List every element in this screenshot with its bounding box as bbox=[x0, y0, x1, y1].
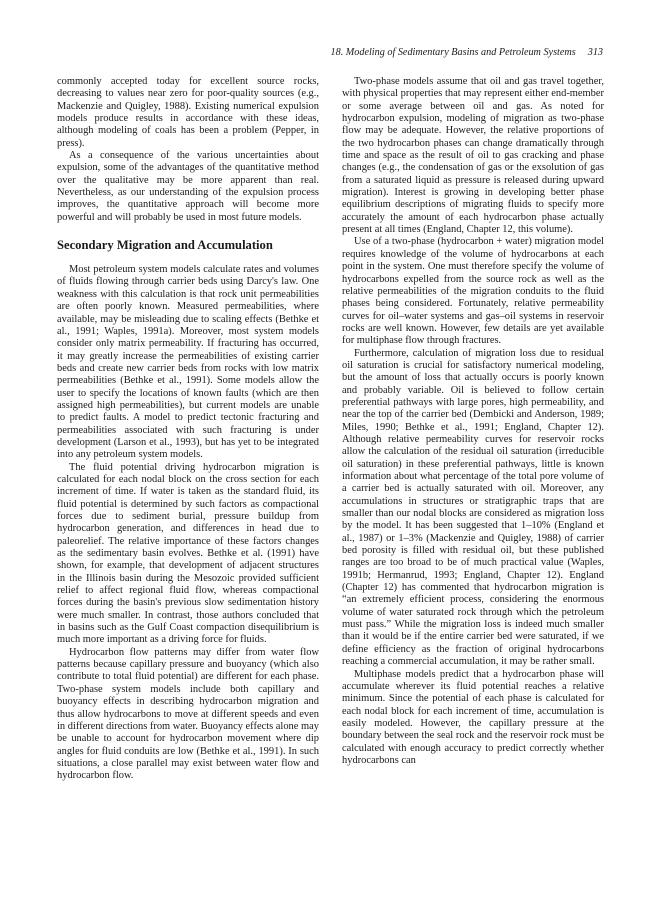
left-column bbox=[57, 76, 319, 783]
paragraph: Most petroleum system models calculate rates and volumes of fluids flowing through carrier beds using Darcy's law. One weakness with this calculation is that rock unit permeabilities are often poorly known. Measured permeabilities, where available, may be misleading due to scaling effects (Bethke et al., 1991; Waples, 1991a). Moreover, most system models consider only matrix permeability. If fracturing has occurred, it may greatly increase the permeabilities of existing carrier beds and create new carrier beds from rocks with low matrix permeabilities (Bethke et al., 1991). Some models allow the user to specify the locations of known faults (which are then assigned high permeabilities), but current models are unable to predict faults. A model to predict tectonic fracturing and permeabilities associated with such fracturing is under development (Larson et al., 1993), but has yet to be integrated into any petroleum system models. bbox=[57, 264, 319, 461]
chapter-title: 18. Modeling of Sedimentary Basins and Petroleum Systems bbox=[330, 47, 576, 58]
paragraph: Two-phase models assume that oil and gas travel together, with physical properties that may represent either end-member or some average between oil and gas. As noted for hydrocarbon expulsion, modeling of migration as two-phase flow may be adequate. However, the relative proportions of the two hydrocarbon phases can change dramatically through time and space as the result of oil to gas cracking and phase changes (e.g., the condensation of gas or the exsolution of gas from a saturated liquid as pressure is released during upward migration). Interest is growing in developing better phase equilibrium descriptions of migrating fluids to specify more accurately the amount of each hydrocarbon phase actually present at all times (England, Chapter 12, this volume). bbox=[342, 76, 604, 236]
paragraph: The fluid potential driving hydrocarbon migration is calculated for each nodal block on the cross section for each increment of time. If water is taken as the standard fluid, its fluid potential is determined by such factors as compactional forces due to sediment burial, pressure buildup from hydrocarbon generation, and differences in head due to paleorelief. The relative importance of these factors changes as the sedimentary basin evolves. Bethke et al. (1991) have shown, for example, that development of adjacent structures in the Illinois basin during the Mesozoic provided sufficient relief to affect regional fluid flow, whereas compactional forces during the basin's previous slow sedimentation history were much smaller. In contrast, those authors concluded that in basins such as the Gulf Coast compaction disequilibrium is much more important as a driving force for fluids. bbox=[57, 461, 319, 646]
paragraph: Multiphase models predict that a hydrocarbon phase will accumulate wherever its fluid potential reaches a relative minimum. Since the potential of each phase is calculated for each nodal block for each increment of time, accumulation is easily modeled. However, the capillary pressure at the boundary between the seal rock and the reservoir rock must be calculated with enough accuracy to predict correctly whether hydrocarbons can bbox=[342, 668, 604, 766]
paragraph: Furthermore, calculation of migration loss due to residual oil saturation is crucial for satisfactory numerical modeling, but the amount of loss that actually occurs is poorly known and probably variable. Oil is believed to follow certain preferential pathways with large pores, high permeability, and near the top of the carrier bed (Dembicki and Anderson, 1989; Miles, 1990; Bethke et al., 1991; England, Chapter 12). Although relative permeability curves for reservoir rocks allow the calculation of the residual oil saturation (irreducible oil saturation) in these preferential pathways, little is known information about what percentage of the total pore volume of a carrier bed is actually saturated with oil. Moreover, any accumulations in structures or stratigraphic traps that are smaller than our nodal blocks are considered as migration loss by the model. It has been suggested that 1–10% (England et al., 1987) or 1–3% (Mackenzie and Quigley, 1988) of carrier bed porosity is filled with residual oil, but these published ranges are too broad to be of much practical value (Waples, 1991b; Hermanrud, 1993; England, Chapter 12). England (Chapter 12) has commented that hydrocarbon migration is “an extremely efficient process, considering the enormous volume of water saturated rock through which the petroleum must pass.” While the migration loss is indeed much smaller than it would be if the entire carrier bed were saturated, if we define efficiency as the fraction of original hydrocarbons reaching a commercial accumulation, it may be rather small. bbox=[342, 347, 604, 668]
paragraph: commonly accepted today for excellent source rocks, decreasing to values near zero for poor-quality sources (e.g., Mackenzie and Quigley, 1988). Existing numerical expulsion models produce results in accordance with these ideas, although modeling of coals has been a problem (Pepper, in press). bbox=[57, 76, 319, 149]
right-column bbox=[342, 76, 604, 767]
running-header bbox=[330, 47, 603, 58]
paragraph: Use of a two-phase (hydrocarbon + water) migration model requires knowledge of the volume of hydrocarbons at each point in the system. One must therefore specify the volume of hydrocarbons expelled from the source rock as well as the relative permeabilities of the migration conduits to the fluid phases being considered. Fortunately, relative permeability curves for oil–water systems and gas–oil systems in reservoir rocks are well known. However, few details are yet available for multiphase flow through fractures. bbox=[342, 236, 604, 347]
paragraph: Hydrocarbon flow patterns may differ from water flow patterns because capillary pressure and buoyancy (which also contribute to total fluid potential) are different for each phase. Two-phase system models include both capillary and buoyancy effects in describing hydrocarbon migration and thus allow hydrocarbons to move at different speeds and even in different directions from water. Buoyancy effects alone may be unable to account for hydrocarbon movement where dip angles for fluid conduits are low (Bethke et al., 1991). In such situations, a close parallel may exist between water flow and hydrocarbon flow. bbox=[57, 646, 319, 782]
paragraph: As a consequence of the various uncertainties about expulsion, some of the advantages of the quantitative method over the qualitative may be more apparent than real. Nevertheless, as our understanding of the expulsion process improves, the quantitative approach will become more powerful and will probably be used in most future models. bbox=[57, 150, 319, 223]
section-heading: Secondary Migration and Accumulation bbox=[57, 238, 273, 253]
page-number: 313 bbox=[587, 47, 603, 58]
